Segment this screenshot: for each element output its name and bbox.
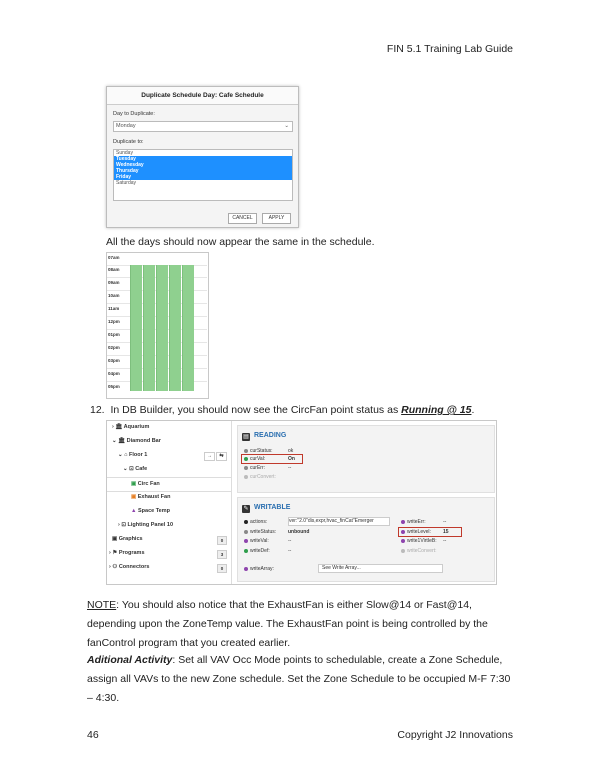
day-option[interactable]: Tuesday bbox=[114, 156, 292, 162]
cur-status-value: ok bbox=[288, 448, 294, 454]
tree-item-floor-1[interactable]: ⌄ ⌂ Floor 1 → ⇆ bbox=[107, 449, 231, 462]
day-option[interactable]: Thursday bbox=[114, 168, 292, 174]
note-label: NOTE bbox=[87, 599, 117, 611]
writable-panel: ✎ WRITABLE actions: ver:"2.0"dis,expr,hvac_finCat"Emerger writeStatus: unbound writeVal: -- writeDef: -- writeArray: See Write Array... writeErr: -- writeLevel: 15 write1VirtIeB: -- writeConvert: bbox=[237, 497, 495, 582]
day-to-duplicate-select[interactable]: Monday ⌄ bbox=[113, 121, 293, 132]
time-label: 07am bbox=[108, 255, 120, 260]
apply-button[interactable]: APPLY bbox=[262, 213, 291, 224]
reading-icon: ▤ bbox=[243, 434, 249, 440]
time-label: 05pm bbox=[108, 384, 120, 389]
tree-item-connectors[interactable]: › ⚇ Connectors 0 bbox=[107, 561, 231, 574]
writable-icon: ✎ bbox=[243, 506, 249, 512]
fan-icon: ▣ bbox=[131, 481, 138, 487]
duplicate-to-list[interactable] bbox=[113, 149, 293, 201]
write-level-value: 15 bbox=[443, 529, 449, 535]
day-block[interactable] bbox=[143, 265, 155, 391]
dialog-title: Duplicate Schedule Day: Cafe Schedule bbox=[107, 87, 298, 105]
day-block[interactable] bbox=[169, 265, 181, 391]
swap-icon[interactable]: ⇆ bbox=[216, 452, 227, 461]
time-label: 11am bbox=[108, 306, 120, 311]
note-paragraph: NOTE: You should also notice that the ExhaustFan is either Slow@14 or Fast@14, depending upon the ZoneTemp value. The ExhaustFan point is being controlled by the fanControl program that you created earlier. bbox=[87, 599, 488, 649]
tree-item-lighting-panel[interactable]: › ⊡ Lighting Panel 10 bbox=[118, 522, 174, 528]
time-label: 08am bbox=[108, 267, 120, 272]
cancel-button[interactable]: CANCEL bbox=[228, 213, 257, 224]
time-label: 03pm bbox=[108, 358, 120, 363]
reading-panel: ▤ READING curStatus: ok curVal: On curErr: -- curConvert: bbox=[237, 425, 495, 493]
page-number: 46 bbox=[87, 729, 99, 741]
tree-item-diamond-bar[interactable]: ⌄ 🏛 Diamond Bar bbox=[112, 438, 161, 444]
tree-item-cafe[interactable]: ⌄ ⊡ Cafe bbox=[123, 466, 148, 472]
write-level-highlight bbox=[398, 527, 462, 537]
tree-item-exhaust-fan[interactable]: ▣ Exhaust Fan bbox=[107, 491, 231, 504]
actions-select[interactable]: ver:"2.0"dis,expr,hvac_finCat"Emerger bbox=[288, 517, 390, 526]
tree-item-space-temp[interactable]: ▲ Space Temp bbox=[107, 505, 231, 518]
writable-title: WRITABLE bbox=[254, 504, 291, 511]
chevron-down-icon: ⌄ bbox=[284, 123, 289, 129]
tree-item-circ-fan[interactable]: ▣ Circ Fan bbox=[107, 477, 231, 492]
day-option[interactable]: Sunday bbox=[116, 150, 133, 156]
step-12: 12. In DB Builder, you should now see the CircFan point status as Running @ 15. bbox=[90, 404, 475, 416]
time-label: 09am bbox=[108, 280, 120, 285]
site-tree bbox=[107, 421, 232, 584]
day-option[interactable]: Wednesday bbox=[114, 162, 292, 168]
tree-item-programs[interactable]: › ⚑ Programs 3 bbox=[107, 547, 231, 560]
time-label: 04pm bbox=[108, 371, 120, 376]
tree-item-aquarium[interactable]: › 🏛 Aquarium bbox=[112, 424, 150, 430]
schedule-calendar bbox=[106, 252, 209, 399]
fan-icon: ▣ bbox=[131, 494, 138, 500]
tree-item-graphics[interactable]: ▣ Graphics 0 bbox=[107, 533, 231, 546]
time-label: 01pm bbox=[108, 332, 120, 337]
db-builder-panel bbox=[106, 420, 497, 585]
day-block[interactable] bbox=[182, 265, 194, 391]
page-footer-copyright: Copyright J2 Innovations bbox=[397, 729, 513, 741]
running-status-text: Running @ 15 bbox=[401, 404, 472, 416]
body-text-1: All the days should now appear the same in the schedule. bbox=[106, 236, 375, 248]
day-option[interactable]: Friday bbox=[114, 174, 292, 180]
day-option[interactable]: Saturday bbox=[116, 180, 137, 186]
page-header: FIN 5.1 Training Lab Guide bbox=[386, 43, 513, 55]
time-label: 12pm bbox=[108, 319, 120, 324]
write-array-button[interactable]: See Write Array... bbox=[318, 564, 443, 573]
duplicate-to-label: Duplicate to: bbox=[113, 139, 144, 145]
thermometer-icon: ▲ bbox=[131, 508, 138, 514]
day-to-duplicate-label: Day to Duplicate: bbox=[113, 111, 155, 117]
additional-activity-label: Aditional Activity bbox=[87, 654, 173, 666]
day-block[interactable] bbox=[156, 265, 168, 391]
expand-icon[interactable]: → bbox=[204, 452, 215, 461]
duplicate-schedule-dialog bbox=[106, 86, 299, 228]
day-block[interactable] bbox=[130, 265, 142, 391]
time-label: 10am bbox=[108, 293, 120, 298]
cur-val-highlight bbox=[241, 454, 303, 464]
reading-title: READING bbox=[254, 432, 287, 439]
time-label: 02pm bbox=[108, 345, 120, 350]
additional-activity: Aditional Activity: Set all VAV Occ Mode points to schedulable, create a Zone Schedule, assign all VAVs to the new Zone schedule. Set the Zone Schedule to be occupied M-F 7:30 – 4:30. bbox=[87, 654, 511, 704]
cur-val-value: On bbox=[288, 456, 295, 462]
